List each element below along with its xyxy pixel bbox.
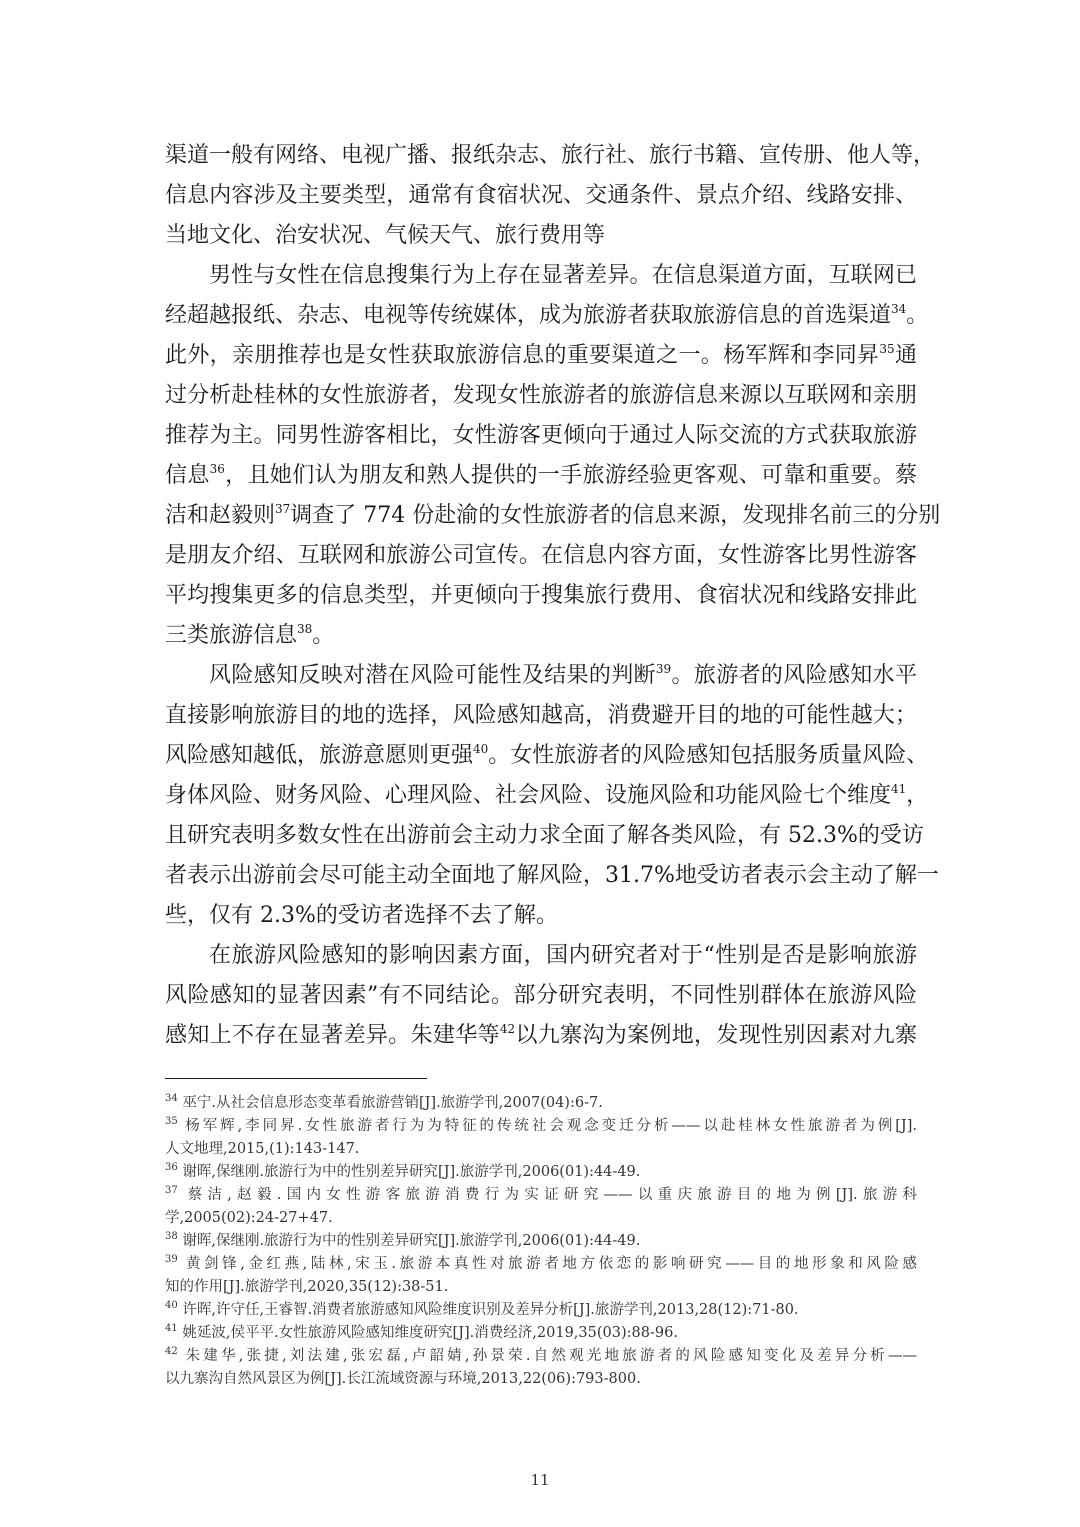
page-number: 11 xyxy=(530,1471,550,1489)
footnote: $^{41}$ 姚延波,侯平平.女性旅游风险感知维度研究[J].消费经济,2019,35(03):88-96. xyxy=(165,1323,678,1341)
footnote: $^{36}$ 谢晖,保继刚.旅游行为中的性别差异研究[J].旅游学刊,2006(01):44-49. xyxy=(165,1162,641,1180)
footnote-ref: 41 xyxy=(891,782,907,796)
footnote-ref: 42 xyxy=(499,1022,516,1036)
text-line: 当地文化、治安状况、气候天气、旅行费用等 xyxy=(165,223,606,248)
footnote: $^{35}$ 杨军辉,李同昇.女性旅游者行为为特征的传统社会观念变迁分析——以赴桂林女性旅游者为例[J]. xyxy=(165,1116,918,1134)
footnote: $^{39}$ 黄剑锋,金红燕,陆林,宋玉.旅游本真性对旅游者地方依恋的影响研究——目的地形象和风险感 xyxy=(165,1254,918,1272)
footnote-ref: 36 xyxy=(209,462,225,476)
text-line: 身体风险、财务风险、心理风险、社会风险、设施风险和功能风险七个维度$^{41}$， xyxy=(165,782,929,808)
text-line: 在旅游风险感知的影响因素方面，国内研究者对于“性别是否是影响旅游 xyxy=(209,943,917,968)
text-line: 洁和赵毅则$^{37}$调查了 774 份赴渝的女性旅游者的信息来源，发现排名前三的分别 xyxy=(165,502,941,528)
text-line: 风险感知越低，旅游意愿则更强$^{40}$。女性旅游者的风险感知包括服务质量风险、 xyxy=(165,742,929,768)
text-line: 平均搜集更多的信息类型，并更倾向于搜集旅行费用、食宿状况和线路安排此 xyxy=(165,583,917,608)
footnotes xyxy=(165,1092,917,1391)
footnote: $^{37}$ 蔡洁,赵毅.国内女性游客旅游消费行为实证研究——以重庆旅游目的地为例[J].旅游科 xyxy=(165,1185,918,1203)
text-line: 过分析赴桂林的女性旅游者，发现女性旅游者的旅游信息来源以互联网和亲朋 xyxy=(165,383,917,408)
text-line: 些，仅有 2.3%的受访者选择不去了解。 xyxy=(165,903,558,928)
text-line: 是朋友介绍、互联网和旅游公司宣传。在信息内容方面，女性游客比男性游客 xyxy=(165,543,917,568)
footnote-continuation: 人文地理,2015,(1):143-147. xyxy=(165,1141,360,1157)
footnote-ref: 37 xyxy=(275,502,291,516)
footnote: $^{40}$ 许晖,许守任,王睿智.消费者旅游感知风险维度识别及差异分析[J].旅游学刊,2013,28(12):71-80. xyxy=(165,1300,799,1318)
footnote-continuation: 学,2005(02):24-27+47. xyxy=(165,1210,333,1226)
text-line: 三类旅游信息$^{38}$。 xyxy=(165,622,335,648)
footnote: $^{38}$ 谢晖,保继刚.旅游行为中的性别差异研究[J].旅游学刊,2006(01):44-49. xyxy=(165,1231,641,1249)
footnote-ref: 40 xyxy=(473,742,489,756)
text-line: 男性与女性在信息搜集行为上存在显著差异。在信息渠道方面，互联网已 xyxy=(209,263,917,288)
text-line: 风险感知的显著因素”有不同结论。部分研究表明，不同性别群体在旅游风险 xyxy=(165,983,917,1008)
footnote: $^{34}$ 巫宁.从社会信息形态变革看旅游营销[J].旅游学刊,2007(04):6-7. xyxy=(165,1093,603,1111)
text-line: 推荐为主。同男性游客相比，女性游客更倾向于通过人际交流的方式获取旅游 xyxy=(165,423,917,448)
text-line: 感知上不存在显著差异。朱建华等$^{42}$以九寨沟为案例地，发现性别因素对九寨 xyxy=(165,1022,917,1048)
text-line: 者表示出游前会尽可能主动全面地了解风险，31.7%地受访者表示会主动了解一 xyxy=(165,863,939,888)
text-line: 直接影响旅游目的地的选择，风险感知越高，消费避开目的地的可能性越大； xyxy=(165,703,917,728)
text-line: 信息内容涉及主要类型，通常有食宿状况、交通条件、景点介绍、线路安排、 xyxy=(165,183,917,208)
footnote-continuation: 以九寨沟自然风景区为例[J].长江流域资源与环境,2013,22(06):793-800. xyxy=(165,1371,641,1387)
footnote: $^{42}$ 朱建华,张捷,刘法建,张宏磊,卢韶婧,孙景荣.自然观光地旅游者的风险感知变化及差异分析—— xyxy=(165,1346,917,1364)
text-line: 信息$^{36}$，且她们认为朋友和熟人提供的一手旅游经验更客观、可靠和重要。蔡 xyxy=(165,462,917,488)
text-line: 此外，亲朋推荐也是女性获取旅游信息的重要渠道之一。杨军辉和李同昇$^{35}$通 xyxy=(165,342,917,368)
text-line: 且研究表明多数女性在出游前会主动力求全面了解各类风险，有 52.3%的受访 xyxy=(165,823,924,848)
footnote-ref: 34 xyxy=(891,302,907,316)
text-line: 风险感知反映对潜在风险可能性及结果的判断$^{39}$。旅游者的风险感知水平 xyxy=(209,662,917,688)
footnote-ref: 38 xyxy=(297,622,313,636)
footnote-continuation: 知的作用[J].旅游学刊,2020,35(12):38-51. xyxy=(165,1279,449,1295)
body-text xyxy=(165,136,941,1056)
text-line: 经超越报纸、杂志、电视等传统媒体，成为旅游者获取旅游信息的首选渠道$^{34}$。 xyxy=(165,302,929,328)
footnote-separator xyxy=(165,1078,427,1079)
footnote-ref: 35 xyxy=(879,342,895,356)
footnote-ref: 39 xyxy=(655,662,672,676)
text-line: 渠道一般有网络、电视广播、报纸杂志、旅行社、旅行书籍、宣传册、他人等， xyxy=(165,143,936,168)
